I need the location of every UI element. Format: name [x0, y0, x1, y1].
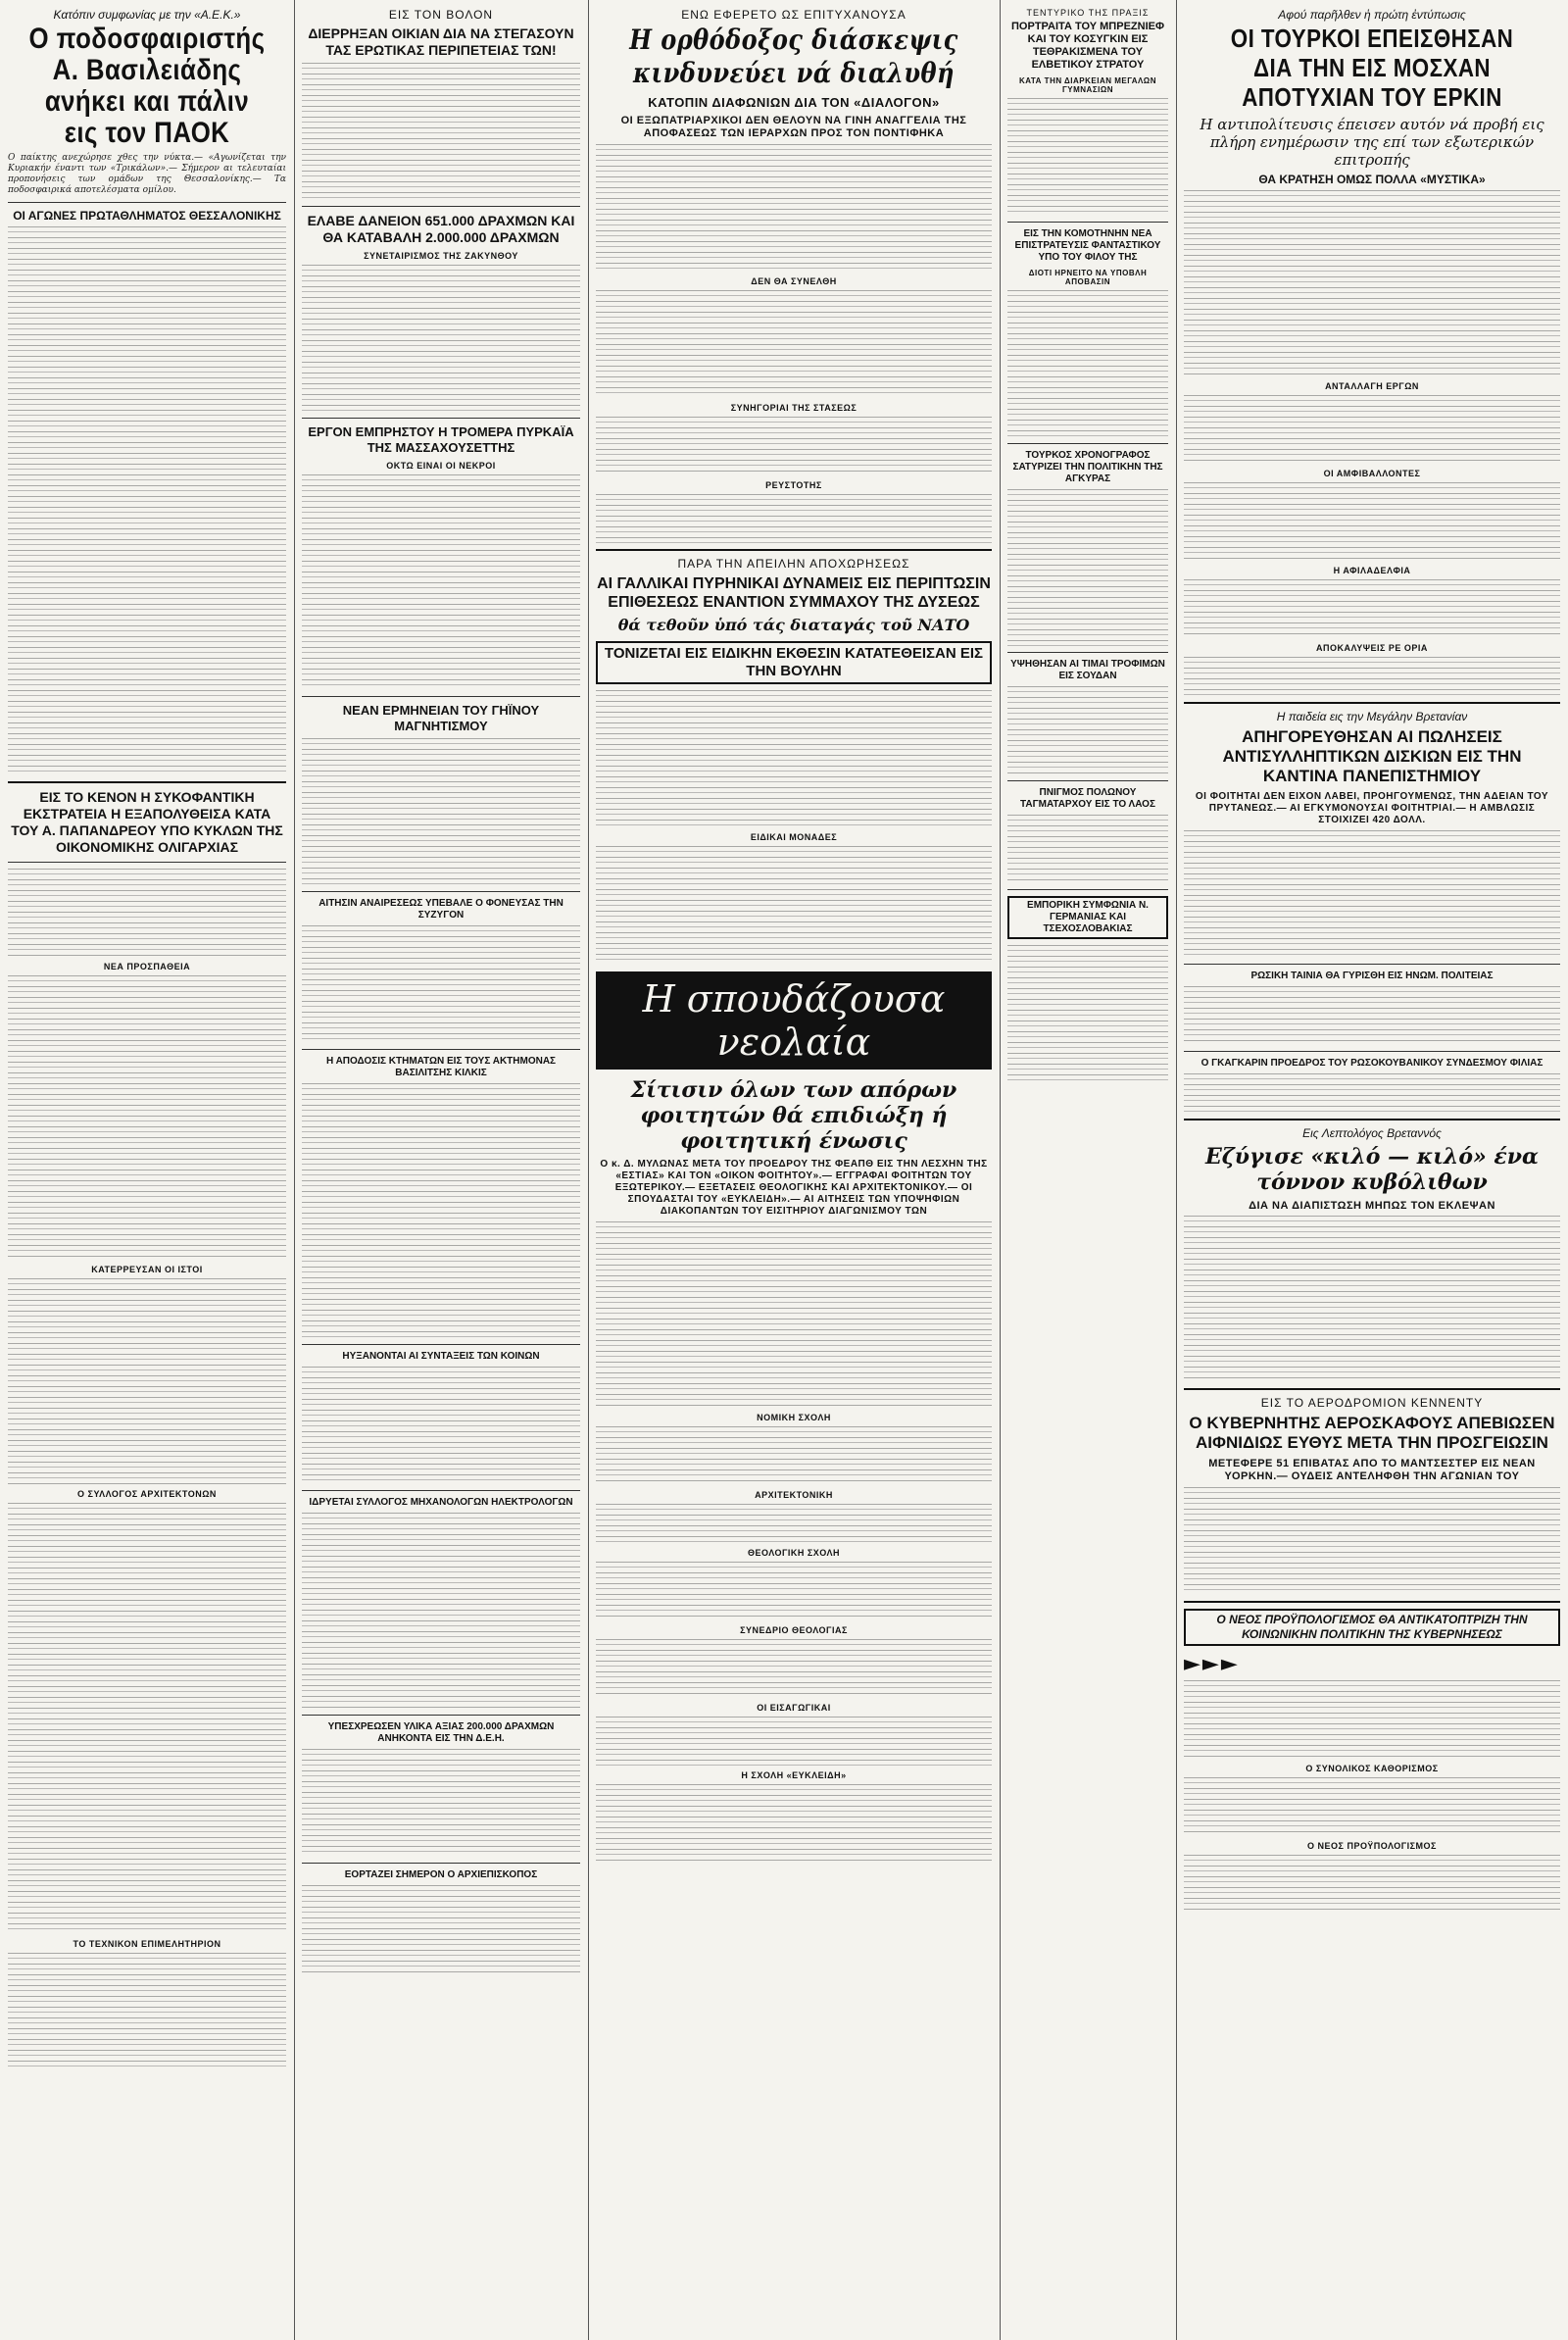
deck: ΜΕΤΕΦΕΡΕ 51 ΕΠΙΒΑΤΑΣ ΑΠΟ ΤΟ ΜΑΝΤΣΕΣΤΕΡ ΕΙΣ ΝΕΑΝ ΥΟΡΚΗΝ.— ΟΥΔΕΙΣ ΑΝΤΕΛΗΦΘΗ ΤΗΝ ΑΓΩΝΙΑΝ ΤΟΥ	[1208, 1458, 1536, 1482]
column-3	[588, 0, 1000, 2340]
article-body	[302, 1513, 580, 1709]
headline-report: ΤΟΝΙΖΕΤΑΙ ΕΙΣ ΕΙΔΙΚΗΝ ΕΚΘΕΣΙΝ ΚΑΤΑΤΕΘΕΙΣΑΝ ΕΙΣ ΤΗΝ ΒΟΥΛΗΝ	[596, 641, 992, 684]
kicker: ΠΑΡΑ ΤΗΝ ΑΠΕΙΛΗΝ ΑΠΟΧΩΡΗΣΕΩΣ	[677, 557, 910, 571]
headline-turks: ΟΙ ΤΟΥΡΚΟΙ ΕΠΕΙΣΘΗΣΑΝ ΔΙΑ ΤΗΝ ΕΙΣ ΜΟΣΧΑΝ ΑΠΟΤΥΧΙΑΝ ΤΟΥ ΕΡΚΙΝ	[1230, 24, 1514, 112]
deck: ΟΙ ΦΟΙΤΗΤΑΙ ΔΕΝ ΕΙΧΟΝ ΛΑΒΕΙ, ΠΡΟΗΓΟΥΜΕΝΩΣ, ΤΗΝ ΑΔΕΙΑΝ ΤΟΥ ΠΡΥΤΑΝΕΩΣ.— ΑΙ ΕΓΚΥΜΟΝΟΥΣΑΙ ΦΟΙΤΗΤΡΙΑΙ.— Η ΑΜΒΛΩΣΙΣ ΣΤΟΙΧΙΖΕΙ 420 ΔΟΛΛ.	[1195, 791, 1549, 825]
divider	[1007, 780, 1168, 781]
article-body	[302, 1083, 580, 1338]
column-4	[1000, 0, 1176, 2340]
divider	[1007, 889, 1168, 890]
headline-secrets: ΘΑ ΚΡΑΤΗΣΗ ΟΜΩΣ ΠΟΛΛΑ «ΜΥΣΤΙΚΑ»	[1258, 173, 1486, 186]
deck: ΚΑΤΑ ΤΗΝ ΔΙΑΡΚΕΙΑΝ ΜΕΓΑΛΩΝ ΓΥΜΝΑΣΙΩΝ	[1019, 76, 1156, 94]
headline-gagarin: Ο ΓΚΑΓΚΑΡΙΝ ΠΡΟΕΔΡΟΣ ΤΟΥ ΡΩΣΟΚΟΥΒΑΝΙΚΟΥ ΣΥΝΔΕΣΜΟΥ ΦΙΛΙΑΣ	[1200, 1058, 1544, 1069]
headline-trade: ΕΜΠΟΡΙΚΗ ΣΥΜΦΩΝΙΑ Ν. ΓΕΡΜΑΝΙΑΣ ΚΑΙ ΤΣΕΧΟΣΛΟΒΑΚΙΑΣ	[1007, 896, 1168, 939]
deck: ΟΙ ΕΞΩΠΑΤΡΙΑΡΧΙΚΟΙ ΔΕΝ ΘΕΛΟΥΝ ΝΑ ΓΙΝΗ ΑΝΑΓΓΕΛΙΑ ΤΗΣ ΑΠΟΦΑΣΕΩΣ ΤΩΝ ΙΕΡΑΡΧΩΝ ΠΡΟΣ ΤΟΝ ΠΟΝΤΙΦΗΚΑ	[620, 115, 967, 139]
article-body	[596, 417, 992, 475]
article-body	[1007, 686, 1168, 774]
headline-pensions: ΗΥΞΑΝΟΝΤΑΙ ΑΙ ΣΥΝΤΑΞΕΙΣ ΤΩΝ ΚΟΙΝΩΝ	[342, 1351, 540, 1362]
divider	[1184, 1601, 1560, 1603]
article-body	[1007, 290, 1168, 437]
article-body	[8, 869, 286, 957]
article-body	[1184, 482, 1560, 561]
subhead: ΣΥΝΗΓΟΡΙΑΙ ΤΗΣ ΣΤΑΣΕΩΣ	[730, 403, 858, 413]
divider	[1184, 1051, 1560, 1052]
article-body	[1007, 489, 1168, 646]
article-body	[302, 265, 580, 412]
headline-film: ΡΩΣΙΚΗ ΤΑΙΝΙΑ ΘΑ ΓΥΡΙΣΘΗ ΕΙΣ ΗΝΩΜ. ΠΟΛΙΤΕΙΑΣ	[1250, 971, 1494, 981]
divider	[596, 549, 992, 551]
article-body	[1184, 190, 1560, 376]
divider	[302, 1049, 580, 1050]
article-body	[1184, 1777, 1560, 1836]
headline-nuclear: ΑΙ ΓΑΛΛΙΚΑΙ ΠΥΡΗΝΙΚΑΙ ΔΥΝΑΜΕΙΣ ΕΙΣ ΠΕΡΙΠΤΩΣΙΝ ΕΠΙΘΕΣΕΩΣ ΕΝΑΝΤΙΟΝ ΣΥΜΜΑΧΟΥ ΤΗΣ ΔΥΣΕΩΣ	[597, 575, 991, 611]
divider	[1007, 222, 1168, 223]
headline-loan: ΕΛΑΒΕ ΔΑΝΕΙΟΝ 651.000 ΔΡΑΧΜΩΝ ΚΑΙ ΘΑ ΚΑΤΑΒΑΛΗ 2.000.000 ΔΡΑΧΜΩΝ	[307, 213, 575, 245]
kicker: Εις Λεπτολόγος Βρεταννός	[1302, 1126, 1442, 1140]
headline-thessaloniki: ΟΙ ΑΓΩΝΕΣ ΠΡΩΤΑΘΛΗΜΑΤΟΣ ΘΕΣΣΑΛΟΝΙΚΗΣ	[13, 209, 281, 223]
article-body	[302, 925, 580, 1043]
headline-orthodox: Η ορθόδοξος διάσκεψις κινδυνεύει νά διαλυθή	[629, 24, 958, 89]
article-body	[596, 1639, 992, 1698]
divider	[1184, 964, 1560, 965]
subhead: Η ΣΧΟΛΗ «ΕΥΚΛΕΙΔΗ»	[741, 1770, 847, 1780]
article-body	[1184, 830, 1560, 958]
headline-fire: ΕΡΓΟΝ ΕΜΠΡΗΣΤΟΥ Η ΤΡΟΜΕΡΑ ΠΥΡΚΑΪΑ ΤΗΣ ΜΑΣΣΑΧΟΥΣΕΤΤΗΣ	[308, 424, 574, 455]
article-body	[302, 1749, 580, 1857]
article-body	[596, 494, 992, 543]
headline-drowning: ΠΝΙΓΜΟΣ ΠΟΛΩΝΟΥ ΤΑΓΜΑΤΑΡΧΟΥ ΕΙΣ ΤΟ ΛΑΟΣ	[1020, 787, 1155, 810]
headline-engineers: ΙΔΡΥΕΤΑΙ ΣΥΛΛΟΓΟΣ ΜΗΧΑΝΟΛΟΓΩΝ ΗΛΕΚΤΡΟΛΟΓΩΝ	[309, 1497, 573, 1508]
kicker: Η παιδεία εις την Μεγάλην Βρετανίαν	[1276, 710, 1468, 723]
article-body	[302, 474, 580, 690]
article-body	[8, 1953, 286, 2070]
subhead: Η ΑΦΙΛΑΔΕΛΦΙΑ	[1333, 566, 1411, 575]
divider	[302, 1490, 580, 1491]
subhead: ΑΡΧΙΤΕΚΤΟΝΙΚΗ	[755, 1490, 833, 1500]
article-body	[1184, 579, 1560, 638]
divider	[302, 1344, 580, 1345]
deck: Η αντιπολίτευσις έπεισεν αυτόν νά προβή εις πλήρη ενημέρωσιν της επί των εξωτερικών επιτροπής	[1200, 116, 1544, 169]
subhead: Ο ΝΕΟΣ ΠΡΟΫΠΟΛΟΓΙΣΜΟΣ	[1307, 1841, 1437, 1851]
headline-volos: ΔΙΕΡΡΗΞΑΝ ΟΙΚΙΑΝ ΔΙΑ ΝΑ ΣΤΕΓΑΣΟΥΝ ΤΑΣ ΕΡΩΤΙΚΑΣ ΠΕΡΙΠΕΤΕΙΑΣ ΤΩΝ!	[308, 25, 574, 58]
article-body	[1184, 1680, 1560, 1759]
headline-weighed: Εζύγισε «κιλό — κιλό» ένα τόννον κυβόλιθων	[1204, 1144, 1539, 1195]
article-body	[596, 1562, 992, 1620]
headline-food-prices: ΥΨΗΘΗΣΑΝ ΑΙ ΤΙΜΑΙ ΤΡΟΦΙΜΩΝ ΕΙΣ ΣΟΥΔΑΝ	[1010, 659, 1165, 681]
article-body	[1184, 657, 1560, 696]
arrow-decoration: ►►►	[1184, 1652, 1240, 1676]
divider	[1007, 443, 1168, 444]
headline-komotini: ΕΙΣ ΤΗΝ ΚΟΜΟΤΗΝΗΝ ΝΕΑ ΕΠΙΣΤΡΑΤΕΥΣΙΣ ΦΑΝΤΑΣΤΙΚΟΥ ΥΠΟ ΤΟΥ ΦΙΛΟΥ ΤΗΣ	[1014, 228, 1161, 263]
article-body	[596, 1426, 992, 1485]
headline-estates: Η ΑΠΟΔΟΣΙΣ ΚΤΗΜΑΤΩΝ ΕΙΣ ΤΟΥΣ ΑΚΤΗΜΟΝΑΣ ΒΑΣΙΛΙΤΣΗΣ ΚΙΛΚΙΣ	[325, 1056, 557, 1078]
subhead: ΕΙΔΙΚΑΙ ΜΟΝΑΔΕΣ	[750, 832, 838, 842]
kicker: Αφού παρῆλθεν ἡ πρώτη ἐντύπωσις	[1278, 8, 1466, 22]
column-2	[294, 0, 588, 2340]
article-body	[1184, 395, 1560, 464]
headline-portraits: ΠΟΡΤΡΑΙΤΑ ΤΟΥ ΜΠΡΕΖΝΙΕΦ ΚΑΙ ΤΟΥ ΚΟΣΥΓΚΙΝ ΕΙΣ ΤΕΘΡΑΚΙΣΜΕΝΑ ΤΟΥ ΕΛΒΕΤΙΚΟΥ ΣΤΡΑΤΟΥ	[1010, 21, 1164, 71]
subhead: ΑΠΟΚΑΛΥΨΕΙΣ ΡΕ ΟΡΙΑ	[1316, 643, 1428, 653]
headline-papandreou: ΕΙΣ ΤΟ ΚΕΝΟΝ Η ΣΥΚΟΦΑΝΤΙΚΗ ΕΚΣΤΡΑΤΕΙΑ Η ΕΞΑΠΟΛΥΘΕΙΣΑ ΚΑΤΑ ΤΟΥ Α. ΠΑΠΑΝΔΡΕΟΥ ΥΠΟ ΚΥΚΛΩΝ ΤΗΣ ΟΙΚΟΝΟΜΙΚΗΣ ΟΛΙΓΑΡΧΙΑΣ	[11, 789, 283, 855]
headline-britain: ΑΠΗΓΟΡΕΥΘΗΣΑΝ ΑΙ ΠΩΛΗΣΕΙΣ ΑΝΤΙΣΥΛΛΗΠΤΙΚΩΝ ΔΙΣΚΙΩΝ ΕΙΣ ΤΗΝ ΚΑΝΤΙΝΑ ΠΑΝΕΠΙΣΤΗΜΙΟΥ	[1222, 727, 1522, 785]
headline-budget: Ο ΝΕΟΣ ΠΡΟΫΠΟΛΟΓΙΣΜΟΣ ΘΑ ΑΝΤΙΚΑΤΟΠΤΡΙΖΗ ΤΗΝ ΚΟΙΝΩΝΙΚΗΝ ΠΟΛΙΤΙΚΗΝ ΤΗΣ ΚΥΒΕΡΝΗΣΕΩΣ	[1184, 1609, 1560, 1646]
article-body	[596, 1784, 992, 1863]
kicker: ΕΝΩ ΕΦΕΡΕΤΟ ΩΣ ΕΠΙΤΥΧΑΝΟΥΣΑ	[681, 8, 906, 22]
subhead: ΟΙ ΑΜΦΙΒΑΛΛΟΝΤΕΣ	[1323, 469, 1421, 478]
article-body	[8, 975, 286, 1260]
divider	[8, 781, 286, 783]
column-1	[0, 0, 294, 2340]
article-body	[1007, 815, 1168, 883]
divider	[302, 696, 580, 697]
kicker: ΤΕΝΤΥΡΙΚΟ ΤΗΣ ΠΡΑΞΙΣ	[1026, 8, 1150, 18]
divider	[8, 202, 286, 203]
subhead: ΝΟΜΙΚΗ ΣΧΟΛΗ	[757, 1413, 831, 1422]
article-body	[596, 690, 992, 827]
divider	[302, 418, 580, 419]
subhead: ΝΕΑ ΠΡΟΣΠΑΘΕΙΑ	[103, 962, 191, 971]
subhead: ΤΟ ΤΕΧΝΙΚΟΝ ΕΠΙΜΕΛΗΤΗΡΙΟΝ	[73, 1939, 221, 1949]
article-body	[8, 1503, 286, 1934]
intro-text: Ο παίκτης ανεχώρησε χθες την νύκτα.— «Αγωνίζεται την Κυριακήν έναντι των «Τρικάλων».— Σήμερον αι τελευταίαι προπονήσεις των ομάδων της Θεσσαλονίκης.— Τα ποδοσφαιρικά αποτελέσματα ομίλου.	[8, 153, 286, 195]
headline-vasileiadis: Ο ποδοσφαιριστής Α. Βασιλειάδης ανήκει και πάλιν εις τον ΠΑΟΚ	[28, 23, 266, 149]
article-body	[1007, 945, 1168, 1082]
deck: ΔΙΑ ΝΑ ΔΙΑΠΙΣΤΩΣΗ ΜΗΠΩΣ ΤΟΝ ΕΚΛΕΨΑΝ	[1249, 1200, 1495, 1212]
article-body	[1184, 1216, 1560, 1382]
subhead: ΚΑΤΕΡΡΕΥΣΑΝ ΟΙ ΙΣΤΟΙ	[91, 1265, 203, 1274]
headline-archbishop: ΕΟΡΤΑΖΕΙ ΣΗΜΕΡΟΝ Ο ΑΡΧΙΕΠΙΣΚΟΠΟΣ	[344, 1869, 538, 1880]
article-body	[1184, 986, 1560, 1045]
article-body	[596, 1717, 992, 1766]
subhead: ΘΕΟΛΟΓΙΚΗ ΣΧΟΛΗ	[747, 1548, 841, 1558]
article-body	[596, 846, 992, 964]
article-body	[596, 1221, 992, 1408]
article-body	[302, 1885, 580, 1973]
divider	[1184, 702, 1560, 704]
article-body	[8, 226, 286, 775]
deck: ΚΑΤΟΠΙΝ ΔΙΑΦΩΝΙΩΝ ΔΙΑ ΤΟΝ «ΔΙΑΛΟΓΟΝ»	[648, 95, 940, 110]
headline-turkish-chronicler: ΤΟΥΡΚΟΣ ΧΡΟΝΟΓΡΑΦΟΣ ΣΑΤΥΡΙΖΕΙ ΤΗΝ ΠΟΛΙΤΙΚΗΝ ΤΗΣ ΑΓΚΥΡΑΣ	[1012, 450, 1163, 484]
article-body	[596, 144, 992, 272]
subhead: Ο ΣΥΝΟΛΙΚΟΣ ΚΑΘΟΡΙΣΜΟΣ	[1305, 1764, 1439, 1773]
article-body	[302, 1367, 580, 1484]
divider	[8, 862, 286, 863]
column-5	[1176, 0, 1568, 2340]
article-body	[1007, 98, 1168, 216]
headline-students: Σίτισιν όλων των απόρων φοιτητών θά επιδιώξη ή φοιτητική ένωσις	[630, 1077, 957, 1154]
subhead: ΟΚΤΩ ΕΙΝΑΙ ΟΙ ΝΕΚΡΟΙ	[386, 461, 496, 471]
subhead: ΣΥΝΕΤΑΙΡΙΣΜΟΣ ΤΗΣ ΖΑΚΥΝΘΟΥ	[364, 251, 518, 261]
divider	[1184, 1388, 1560, 1390]
subhead: ΑΝΤΑΛΛΑΓΗ ΕΡΓΩΝ	[1325, 381, 1419, 391]
kicker: Κατόπιν συμφωνίας με την «Α.Ε.Κ.»	[53, 8, 241, 22]
article-body	[596, 1504, 992, 1543]
headline-pilot: Ο ΚΥΒΕΡΝΗΤΗΣ ΑΕΡΟΣΚΑΦΟΥΣ ΑΠΕΒΙΩΣΕΝ ΑΙΦΝΙΔΙΩΣ ΕΥΘΥΣ ΜΕΤΑ ΤΗΝ ΠΡΟΣΓΕΙΩΣΙΝ	[1189, 1414, 1555, 1452]
headline-appeal: ΑΙΤΗΣΙΝ ΑΝΑΙΡΕΣΕΩΣ ΥΠΕΒΑΛΕ Ο ΦΟΝΕΥΣΑΣ ΤΗΝ ΣΥΖΥΓΟΝ	[318, 898, 564, 921]
article-body	[302, 63, 580, 200]
divider	[302, 1863, 580, 1864]
article-body	[1184, 1487, 1560, 1595]
headline-dei: ΥΠΕΣΧΡΕΩΣΕΝ ΥΛΙΚΑ ΑΞΙΑΣ 200.000 ΔΡΑΧΜΩΝ ΑΝΗΚΟΝΤΑ ΕΙΣ ΤΗΝ Δ.Ε.Η.	[327, 1721, 555, 1744]
kicker: ΕΙΣ ΤΟΝ ΒΟΛΟΝ	[388, 8, 494, 22]
kicker: ΕΙΣ ΤΟ ΑΕΡΟΔΡΟΜΙΟΝ ΚΕΝΝΕΝΤΥ	[1260, 1396, 1484, 1410]
headline-magnetism: ΝΕΑΝ ΕΡΜΗΝΕΙΑΝ ΤΟΥ ΓΗΪΝΟΥ ΜΑΓΝΗΤΙΣΜΟΥ	[342, 703, 540, 733]
divider	[1007, 652, 1168, 653]
subhead: ΟΙ ΕΙΣΑΓΩΓΙΚΑΙ	[757, 1703, 831, 1713]
deck: ΔΙΟΤΙ ΗΡΝΕΙΤΟ ΝΑ ΥΠΟΒΛΗ ΑΠΟΒΑΣΙΝ	[1028, 269, 1148, 286]
divider	[302, 206, 580, 207]
divider	[302, 1715, 580, 1716]
subhead: Ο ΣΥΛΛΟΓΟΣ ΑΡΧΙΤΕΚΤΟΝΩΝ	[77, 1489, 217, 1499]
article-body	[1184, 1855, 1560, 1914]
headline-nato: θά τεθοῦν ὑπό τάς διαταγάς τοῦ ΝΑΤΟ	[617, 616, 970, 634]
article-body	[8, 1278, 286, 1484]
article-body	[302, 738, 580, 885]
article-body	[596, 290, 992, 398]
article-body	[1184, 1073, 1560, 1113]
subhead: ΣΥΝΕΔΡΙΟ ΘΕΟΛΟΓΙΑΣ	[740, 1625, 848, 1635]
divider	[1184, 1119, 1560, 1120]
subhead: ΔΕΝ ΘΑ ΣΥΝΕΛΘΗ	[751, 276, 837, 286]
subhead: ΡΕΥΣΤΟΤΗΣ	[765, 480, 822, 490]
divider	[302, 891, 580, 892]
banner-youth: Η σπουδάζουσα νεολαία	[596, 971, 992, 1070]
deck: Ο κ. Δ. ΜΥΛΩΝΑΣ ΜΕΤΑ ΤΟΥ ΠΡΟΕΔΡΟΥ ΤΗΣ ΦΕΑΠΘ ΕΙΣ ΤΗΝ ΛΕΣΧΗΝ ΤΗΣ «ΕΣΤΙΑΣ» ΚΑΙ ΤΟΝ «ΟΙΚΟΝ ΦΟΙΤΗΤΟΥ».— ΕΓΓΡΑΦΑΙ ΦΟΙΤΗΤΩΝ ΤΟΥ ΕΞΩΤΕΡΙΚΟΥ.— ΕΞΕΤΑΣΕΙΣ ΘΕΟΛΟΓΙΚΗΣ ΚΑΙ ΑΡΧΙΤΕΚΤΟΝΙΚΟΥ.— ΟΙ ΣΠΟΥΔΑΣΤΑΙ ΤΟΥ «ΕΥΚΛΕΙΔΗ».— ΑΙ ΑΙΤΗΣΕΙΣ ΤΩΝ ΥΠΟΨΗΦΙΩΝ ΔΙΑΚΟΠΑΝΤΩΝ ΤΟΥ ΕΙΣΙΤΗΡΙΟΥ ΔΙΑΓΩΝΙΣΜΟΥ ΤΩΝ	[600, 1159, 988, 1217]
